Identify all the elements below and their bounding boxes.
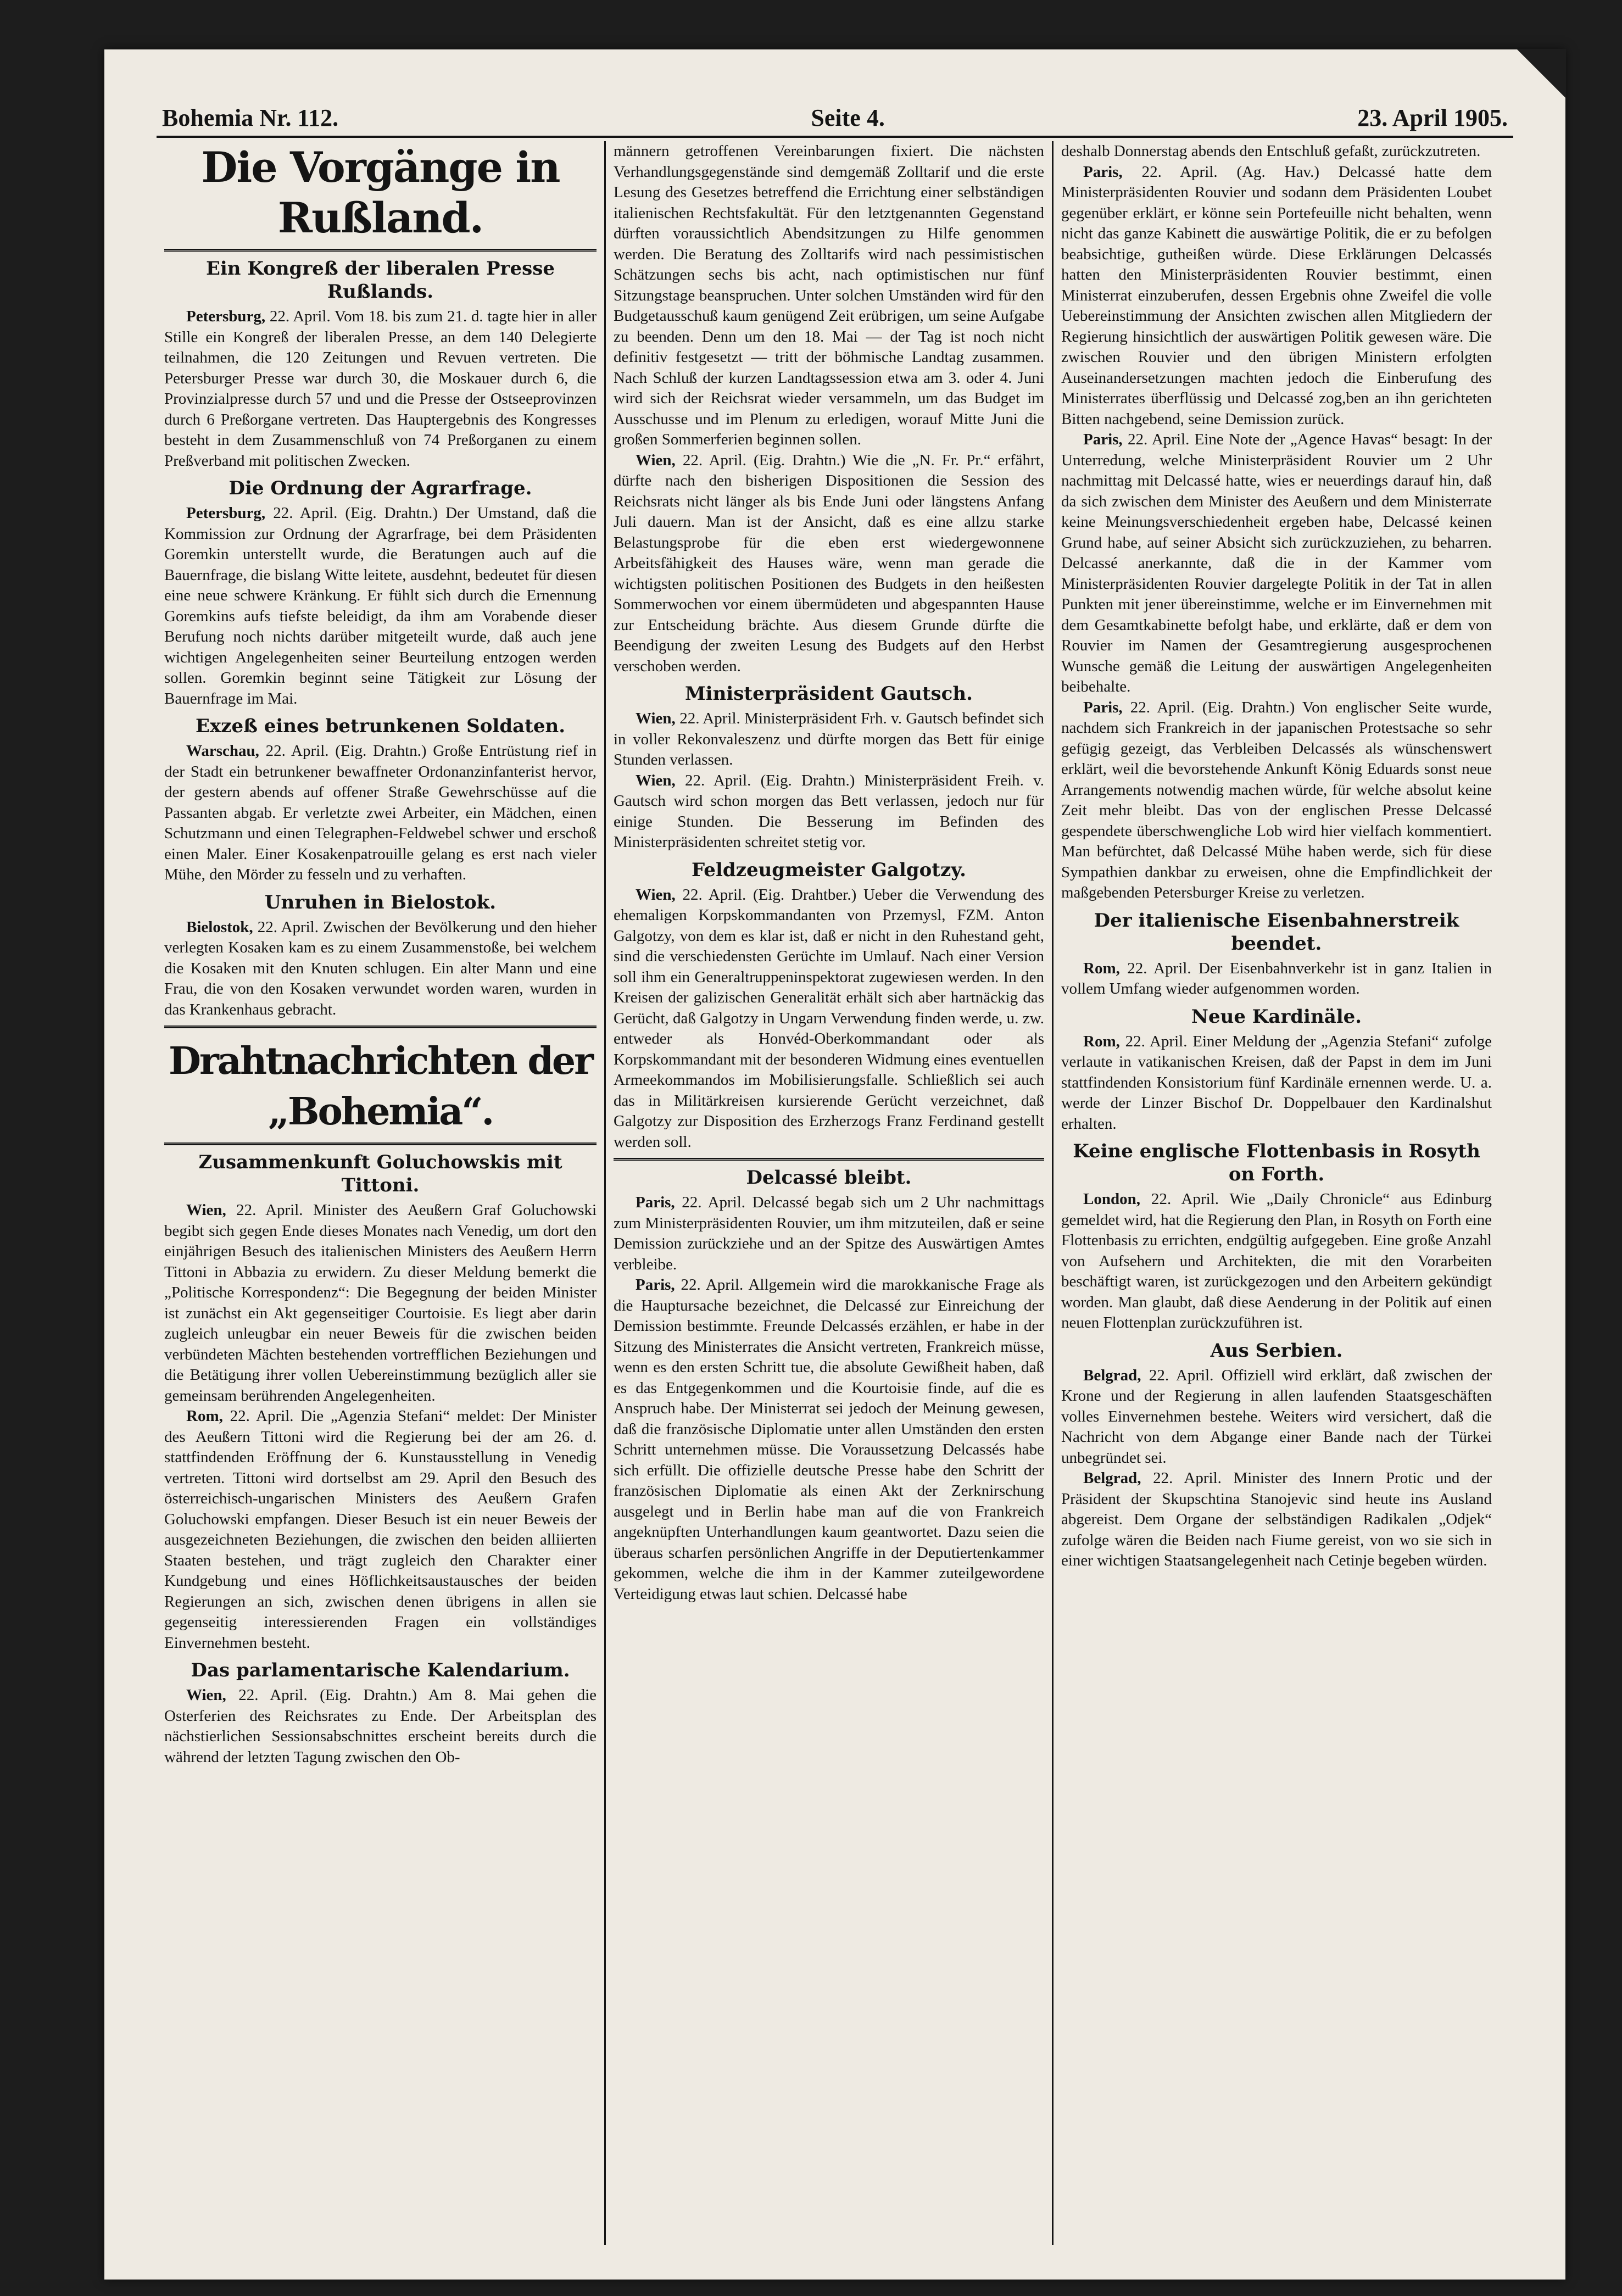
dateline: Wien,	[636, 885, 676, 904]
dateline: Paris,	[1083, 163, 1123, 181]
page-number: Seite 4.	[811, 104, 885, 131]
dateline: Paris,	[636, 1276, 675, 1294]
issue-date: 23. April 1905.	[1357, 104, 1508, 131]
article-paragraph: Paris, 22. April. Delcassé begab sich um 2 Uhr nachmittags zum Ministerpräsidenten Rouvier, um ihm mitzuteilen, daß er seine Demission zurückziehe und an der Spitze des Auswärtigen Amtes verbleibe.	[614, 1194, 1045, 1273]
article-paragraph: deshalb Donnerstag abends den Entschluß gefaßt, zurückzutreten.	[1061, 142, 1481, 160]
rule	[164, 1026, 597, 1028]
dateline: Wien,	[636, 710, 676, 727]
article-paragraph: Wien, 22. April. (Eig. Drahtn.) Am 8. Mai gehen die Osterferien des Reichsrates zu Ende. Der Arbeitsplan des nächstierlichen Sessionsabschnittes erscheint bereits durch die während der letzten Tagung zwischen den Ob-	[164, 1686, 597, 1766]
rule	[164, 249, 597, 252]
dateline: Rom,	[1083, 959, 1120, 977]
issue-number: Bohemia Nr. 112.	[162, 104, 339, 131]
running-head	[157, 102, 1513, 138]
dateline: Rom,	[1083, 1032, 1120, 1050]
dateline: Belgrad,	[1083, 1469, 1141, 1487]
newspaper-page	[157, 102, 1513, 2255]
rule	[164, 1143, 597, 1145]
column-2	[604, 141, 1052, 2245]
subhead-cardinals: Neue Kardinäle.	[1191, 1005, 1362, 1028]
headline-drahtnachrichten: Drahtnachrichten der „Bohemia“.	[169, 1039, 592, 1134]
column-3	[1052, 141, 1500, 2245]
article-paragraph: Paris, 22. April. Eine Note der „Agence Havas“ besagt: In der Unterredung, welche Ministerpräsident Rouvier um 2 Uhr nachmittag mit Delcassé hatte, wies er neuerdings darauf hin, daß da sich zwischen dem Minister des Aeußern und dem Ministerrate keine Meinungsverschiedenheit ergeben habe, Delcassé keinen Grund habe, auf seiner Absicht sich zurückzuziehen, zu beharren. Delcassé anerkannte, daß die in der Kammer vom Ministerpräsidenten Rouvier dargelegte Politik in der Tat in allen Punkten mit jener übereinstimme, welche er im Einvernehmen mit dem Gesamtkabinette befolgt habe, und erklärte, daß er dem von Rouvier im Namen der Gesamtregierung ausgesprochenen Wunsche gemäß die Leitung der auswärtigen Angelegenheiten beibehalte.	[1061, 431, 1492, 695]
dateline: Bielostok,	[186, 918, 253, 936]
subhead-agrarian: Die Ordnung der Agrarfrage.	[228, 477, 532, 499]
article-paragraph: Rom, 22. April. Einer Meldung der „Agenzia Stefani“ zufolge verlaute in vatikanischen Kreisen, daß der Papst in dem im Juni stattfindenden Konsistorium fünf Kardinäle ernennen werde. U. a. werde der Linzer Bischof Dr. Doppelbauer den Kardinalshut erhalten.	[1061, 1032, 1492, 1133]
dateline: Wien,	[636, 771, 676, 789]
subhead-delcasse: Delcassé bleibt.	[746, 1167, 912, 1189]
subhead-goluchowski: Zusammenkunft Goluchowskis mit Tittoni.	[198, 1151, 562, 1196]
newspaper-sheet	[104, 49, 1565, 2280]
article-paragraph: London, 22. April. Wie „Daily Chronicle“ aus Edinburg gemeldet wird, hat die Regierung den Plan, in Rosyth on Forth eine Flottenbasis zu errichten, endgültig aufgegeben. Eine große Anzahl von Aufsehern und Architekten, die mit den Vorarbeiten beschäftigt waren, ist zurückgezogen und den Arbeitern gekündigt worden. Man glaubt, daß diese Aenderung in der Politik auf einen neuen Flottenplan zurückzuführen ist.	[1061, 1190, 1492, 1331]
dateline: Wien,	[186, 1201, 226, 1219]
dateline: Warschau,	[186, 742, 259, 760]
dateline: Belgrad,	[1083, 1366, 1141, 1384]
subhead-kalendarium: Das parlamentarische Kalendarium.	[191, 1659, 570, 1681]
subhead-rosyth: Keine englische Flottenbasis in Rosyth on Forth.	[1073, 1140, 1480, 1185]
subhead-railway-strike: Der italienische Eisenbahnerstreik beendet.	[1094, 909, 1459, 955]
dateline: Paris,	[1083, 698, 1123, 716]
dateline: Paris,	[636, 1194, 675, 1211]
dateline: Rom,	[186, 1407, 223, 1425]
article-paragraph: Belgrad, 22. April. Offiziell wird erklärt, daß zwischen der Krone und der Regierung in allen laufenden Staatsgeschäften volles Einvernehmen bestehe. Weiters wird versichert, daß die Nachricht von dem Abgange einer Bande nach der Türkei unbegründet sei.	[1061, 1366, 1492, 1467]
dateline: Wien,	[636, 451, 676, 469]
dateline: Paris,	[1083, 431, 1123, 448]
columns	[157, 141, 1513, 2245]
article-paragraph: Paris, 22. April. Allgemein wird die marokkanische Frage als die Hauptursache bezeichnet, die Delcassé zur Einreichung der Demission bestimmte. Freunde Delcassés erzählen, er habe in der Sitzung des Ministerrates die Ansicht vertreten, Frankreich müsse, wenn es den ersten Schritt tue, die absolute Gewißheit haben, daß es das Entgegenkommen und die Kourtoisie finde, auf die es Anspruch habe. Der Ministerrat sei jedoch der Meinung gewesen, daß die französische Diplomatie unter allen Umständen den ersten Schritt unternehmen müsse. Die Voraussetzung Delcassés habe sich erfüllt. Die offizielle deutsche Presse habe den Schritt der französischen Diplomatie als einen Akt der Zerknirschung ausgelegt und in Berlin habe man auf die von Frankreich angeknüpften Unterhandlungen kaum geantwortet. Dazu seien die überaus scharfen persönlichen Angriffe in der Deputiertenkammer gekommen, welche die ihm in der Kammer zuteilgewordene Verteidigung etwas laut schien. Delcassé habe	[614, 1276, 1044, 1603]
subhead-drunk-soldier: Exzeß eines betrunkenen Soldaten.	[195, 715, 566, 737]
subhead-galgotzy: Feldzeugmeister Galgotzy.	[692, 859, 966, 881]
article-paragraph: Rom, 22. April. Die „Agenzia Stefani“ meldet: Der Minister des Aeußern Tittoni wird die Regierung bei der am 26. d. stattfindenden Eröffnung der 6. Kunstausstellung in Venedig vertreten. Tittoni wird dortselbst am 29. April den Besuch des österreichisch-ungarischen Ministers des Aeußern Grafen Goluchowski empfangen. Dieser Besuch ist ein neuer Beweis der ausgezeichneten Beziehungen, die zwischen den beiden alliierten Staaten bestehen, und trägt zugleich den Charakter einer Kundgebung und eines Höflichkeitsaustausches der beiden Regierungen an sich, zwischen denen übrigens in allen sie gegenseitig interessierenden Fragen ein vollständiges Einvernehmen besteht.	[164, 1407, 597, 1652]
rule	[614, 1158, 1044, 1161]
dateline: London,	[1083, 1190, 1140, 1208]
dateline: Petersburg,	[186, 308, 266, 325]
article-paragraph: Petersburg, 22. April. Vom 18. bis zum 21. d. tagte hier in aller Stille ein Kongreß der liberalen Presse, an dem 140 Delegierte teilnahmen, die 120 Zeitungen und Revuen vertreten. Die Petersburger Presse war durch 30, die Moskauer durch 6, die Provinzialpresse durch 57 und und die Presse der Ostseeprovinzen durch 6 Preßorgane vertreten. Das Hauptergebnis des Kongresses besteht in dem Zusammenschluß von 74 Preßorganen zu einem Preßverband mit politischen Zwecken.	[164, 308, 597, 470]
article-paragraph: Belgrad, 22. April. Minister des Innern Protic und der Präsident der Skupschtina Stanojevic sind heute ins Ausland abgereist. Dem Organe der selbständigen Radikalen „Odjek“ zufolge wären die Beiden nach Fiume gereist, von wo sie sich in einer wichtigen Staatsangelegenheit nach Cetinje begeben würden.	[1061, 1469, 1492, 1569]
folded-corner	[1517, 49, 1566, 98]
subhead-gautsch: Ministerpräsident Gautsch.	[685, 683, 973, 705]
article-paragraph: Wien, 22. April. Ministerpräsident Frh. v. Gautsch befindet sich in voller Rekonvaleszenz und dürfte morgen das Bett für einige Stunden verlassen.	[614, 710, 1044, 768]
article-paragraph: Wien, 22. April. Minister des Aeußern Graf Goluchowski begibt sich gegen Ende dieses Monates nach Venedig, um dort den einjährigen Besuch des italienischen Ministers des Aeußern Herrn Tittoni in Abbazia zu erwidern. Zu dieser Meldung bemerkt die „Politische Korrespondenz“: Die Begegnung der beiden Minister ist zunächst ein Akt gegenseitiger Courtoisie. Es liegt aber darin zugleich unleugbar ein neuer Beweis für die zwischen beiden verbündeten Mächten bestehenden vortrefflichen Beziehungen und die Betätigung ihrer vollen Uebereinstimmung bezüglich aller sie gemeinsam berührenden Angelegenheiten.	[164, 1201, 597, 1405]
headline-russia: Die Vorgänge in Rußland.	[201, 143, 560, 242]
article-paragraph: Paris, 22. April. (Ag. Hav.) Delcassé hatte dem Ministerpräsidenten Rouvier und sodann dem Präsidenten Loubet gegenüber erklärt, er könne sein Portefeuille nicht behalten, wenn nicht das ganze Kabinett die auswärtige Politik, die er zu befolgen beabsichtige, gutheißen würde. Diese Erklärungen Delcassés hatten den Ministerpräsidenten Rouvier bestimmt, einen Ministerrat einzuberufen, dessen Ergebnis ohne Zweifel die volle Uebereinstimmung der Ansichten zwischen allen Mitgliedern der Regierung hinsichtlich der auswärtigen Politik gewesen wäre. Die zwischen Rouvier und den übrigen Ministern erfolgten Auseinandersetzungen machten jedoch die Einberufung des Ministerrates überflüssig und Delcassé zog,ben an ihn gerichteten Bitten nachgebend, seine Demission zurück.	[1061, 163, 1492, 428]
subhead-press-congress: Ein Kongreß der liberalen Presse Rußlands.	[205, 258, 555, 303]
column-1	[157, 141, 604, 2245]
article-paragraph: Paris, 22. April. (Eig. Drahtn.) Von englischer Seite wurde, nachdem sich Frankreich in der japanischen Protestsache so sehr gefügig gezeigt, das Verbleiben Delcassés als wünschenswert erklärt, weil die bevorstehende Ankunft König Eduards sonst neue Arrangements notwendig machen würde, für welche absolut keine Zeit mehr bleibt. Das von der englischen Presse Delcassé gespendete überschwengliche Lob wird hier vielfach kommentiert. Man befürchtet, daß Delcassé Mühe haben werde, sich für diese Sympathien dankbar zu erweisen, ohne die Empfindlichkeit der maßgebenden Petersburger Kreise zu verletzen.	[1061, 698, 1492, 901]
dateline: Wien,	[186, 1686, 226, 1704]
subhead-bielostok: Unruhen in Bielostok.	[264, 891, 497, 913]
article-paragraph: Petersburg, 22. April. (Eig. Drahtn.) Der Umstand, daß die Kommission zur Ordnung der Agrarfrage, bei dem Präsidenten Goremkin unterstellt wurde, die Beratungen auch auf die Bauernfrage, die bislang Witte leitete, ausdehnt, bedeutet für diesen eine neue schwere Kränkung. Er fühlt sich durch die Ernennung Goremkins aufs tiefste beleidigt, da ihm am Vorabende dieser Berufung noch nichts darüber mitgeteilt wurde, daß auch jene wichtigen Angelegenheiten seiner Beurteilung entzogen werden sollen. Goremkin beginnt seine Tätigkeit zur Lösung der Bauernfrage im Mai.	[164, 504, 597, 707]
article-paragraph: Warschau, 22. April. (Eig. Drahtn.) Große Entrüstung rief in der Stadt ein betrunkener bewaffneter Ordonanzinfanterist hervor, der gestern abends auf offener Straße Gewehrschüsse auf die Passanten abgab. Er verletzte zwei Arbeiter, ein Mädchen, einen Schutzmann und einen Telegraphen-Feldwebel schwer und erschoß einen Maler. Einer Kosakenpatrouille gelang es erst nach vieler Mühe, den Mörder zu fesseln und zu verhaften.	[164, 742, 597, 883]
article-paragraph: Wien, 22. April. (Eig. Drahtn.) Wie die „N. Fr. Pr.“ erfährt, dürfte nach den bisherigen Dispositionen die Session des Reichsrats nicht länger als bis Ende Juni oder längstens Anfang Juli dauern. Man ist der Ansicht, daß es eine allzu starke Belastungsprobe für die eben erst wiedergewonnene Arbeitsfähigkeit des Hauses wäre, wenn man gerade die wichtigsten politischen Positionen des Budgets in den heißesten Sommerwochen vor einem übermüdeten und abgespannten Hause zur Entscheidung brächte. Aus diesem Grunde dürfte die Beendigung der zweiten Lesung des Budgets auf den Herbst verschoben werden.	[614, 451, 1044, 675]
article-paragraph: männern getroffenen Vereinbarungen fixiert. Die nächsten Verhandlungsgegenstände sind demgemäß Zolltarif und die erste Lesung des Gesetzes betreffend die Errichtung einer selbständigen italienischen Rechtsfakultät. Für den letztgenannten Gegenstand dürften voraussichtlich Abendsitzungen zu Hilfe genommen werden. Die Beratung des Zolltarifs wird nach pessimistischen Schätzungen sechs bis acht, nach optimistischen nur fünf Sitzungstage beanspruchen. Unter solchen Umständen wird für den Budgetausschuß kaum genügend Zeit erübrigen, um seine Aufgabe zu beenden. Denn um den 18. Mai — der Tag ist noch nicht definitiv festgesetzt — tritt der böhmische Landtag zusammen. Nach Schluß der kurzen Landtagssession etwa am 3. oder 4. Juni wird sich der Reichsrat wieder versammeln, um das Budget im Ausschusse und im Plenum zu erledigen, worauf Mitte Juni die großen Sommerferien beginnen sollen.	[614, 142, 1044, 448]
article-paragraph: Rom, 22. April. Der Eisenbahnverkehr ist in ganz Italien in vollem Umfang wieder aufgenommen worden.	[1061, 959, 1492, 997]
article-paragraph: Bielostok, 22. April. Zwischen der Bevölkerung und den hieher verlegten Kosaken kam es zu einem Zusammenstoße, bei welchem die Kosaken mit den Knuten schlugen. Ein alter Mann und eine Frau, die von den Kosaken verwundet worden waren, wurden in das Krankenhaus gebracht.	[164, 918, 597, 1018]
article-paragraph: Wien, 22. April. (Eig. Drahtn.) Ministerpräsident Freih. v. Gautsch wird schon morgen das Bett verlassen, jedoch nur für einige Stunden. Die Besserung im Befinden des Ministerpräsidenten schreitet stetig vor.	[614, 771, 1045, 851]
dateline: Petersburg,	[186, 504, 266, 522]
subhead-serbia: Aus Serbien.	[1210, 1339, 1343, 1362]
article-paragraph: Wien, 22. April. (Eig. Drahtber.) Ueber die Verwendung des ehemaligen Korpskommandanten von Przemysl, FZM. Anton Galgotzy, von dem es klar ist, daß er nicht in den Ruhestand geht, sind die verschiedensten Gerüchte im Umlauf. Nach einer Version soll ihm ein Generaltruppeninspektorat zugewiesen werden. In den Kreisen der galizischen Generalität erhält sich aber hartnäckig das Gerücht, daß Galgotzy in Ungarn Verwendung finden werde, u. zw. entweder als Honvéd-Oberkommandant oder als Korpskommandant mit der besonderen Widmung eines eventuellen Armeekommandos im Mobilisierungsfalle. Schließlich sei auch das in Militärkreisen kursierende Gerücht verzeichnet, daß Galgotzy zur Disposition des Erzherzogs Franz Ferdinand gestellt werden soll.	[614, 885, 1045, 1151]
